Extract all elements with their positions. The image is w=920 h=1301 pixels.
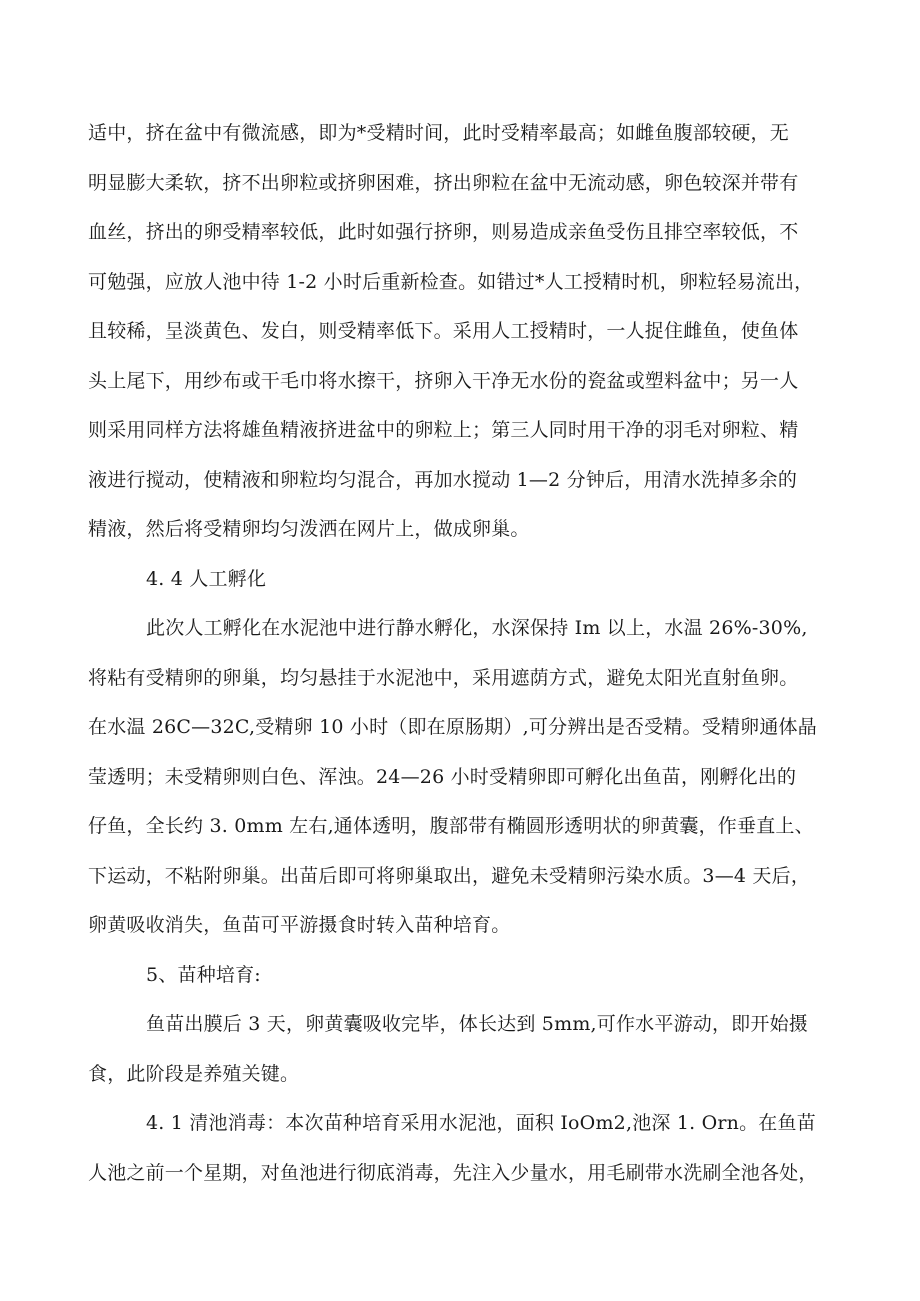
- section-heading: 4. 4 人工孵化: [146, 568, 267, 590]
- text-line: 则采用同样方法将雄鱼精液挤进盆中的卵粒上；第三人同时用干净的羽毛对卵粒、精: [88, 419, 799, 441]
- text-line: 精液，然后将受精卵均匀泼洒在网片上，做成卵巢。: [88, 518, 530, 540]
- text-line: 鱼苗出膜后 3 天，卵黄囊吸收完毕，体长达到 5mm,可作水平游动，即开始摄: [146, 1013, 808, 1035]
- text-line: 血丝，挤出的卵受精率较低，此时如强行挤卵，则易造成亲鱼受伤且排空率较低，不: [88, 221, 799, 243]
- text-line: 头上尾下，用纱布或干毛巾将水擦干，挤卵入干净无水份的瓷盆或塑料盆中；另一人: [88, 370, 799, 392]
- text-line: 在水温 26C—32C,受精卵 10 小时（即在原肠期）,可分辨出是否受精。受精卵通体晶: [88, 716, 817, 738]
- text-line: 卵黄吸收消失，鱼苗可平游摄食时转入苗种培育。: [88, 914, 511, 936]
- text-line: 液进行搅动，使精液和卵粒均匀混合，再加水搅动 1—2 分钟后，用清水洗掉多余的: [88, 469, 798, 491]
- text-line: 此次人工孵化在水泥池中进行静水孵化，水深保持 Im 以上，水温 26%-30%,: [146, 617, 808, 639]
- text-line: 适中，挤在盆中有微流感，即为*受精时间，此时受精率最高；如雌鱼腹部较硬，无: [88, 122, 789, 144]
- text-line: 明显膨大柔软，挤不出卵粒或挤卵困难，挤出卵粒在盆中无流动感，卵色较深并带有: [88, 172, 799, 194]
- text-line: 仔鱼，全长约 3. 0mm 左右,通体透明，腹部带有椭圆形透明状的卵黄囊，作垂直上、: [88, 815, 814, 837]
- text-line: 可勉强，应放人池中待 1-2 小时后重新检查。如错过*人工授精时机，卵粒轻易流出，: [88, 271, 814, 293]
- text-line: 且较稀，呈淡黄色、发白，则受精率低下。采用人工授精时，一人捉住雌鱼，使鱼体: [88, 320, 799, 342]
- text-line: 食，此阶段是养殖关键。: [88, 1063, 300, 1085]
- text-line: 下运动，不粘附卵巢。出苗后即可将卵巢取出，避免未受精卵污染水质。3—4 天后，: [88, 865, 811, 887]
- text-line: 将粘有受精卵的卵巢，均匀悬挂于水泥池中，采用遮荫方式，避免太阳光直射鱼卵。: [88, 667, 799, 689]
- text-line: 莹透明；未受精卵则白色、浑浊。24—26 小时受精卵即可孵化出鱼苗，刚孵化出的: [88, 766, 797, 788]
- text-line: 人池之前一个星期，对鱼池进行彻底消毒，先注入少量水，用毛刷带水洗刷全池各处，: [88, 1162, 818, 1184]
- section-heading: 5、苗种培育:: [146, 964, 261, 986]
- text-line: 4. 1 清池消毒：本次苗种培育采用水泥池，面积 IoOm2,池深 1. Orn。在鱼苗: [146, 1112, 816, 1134]
